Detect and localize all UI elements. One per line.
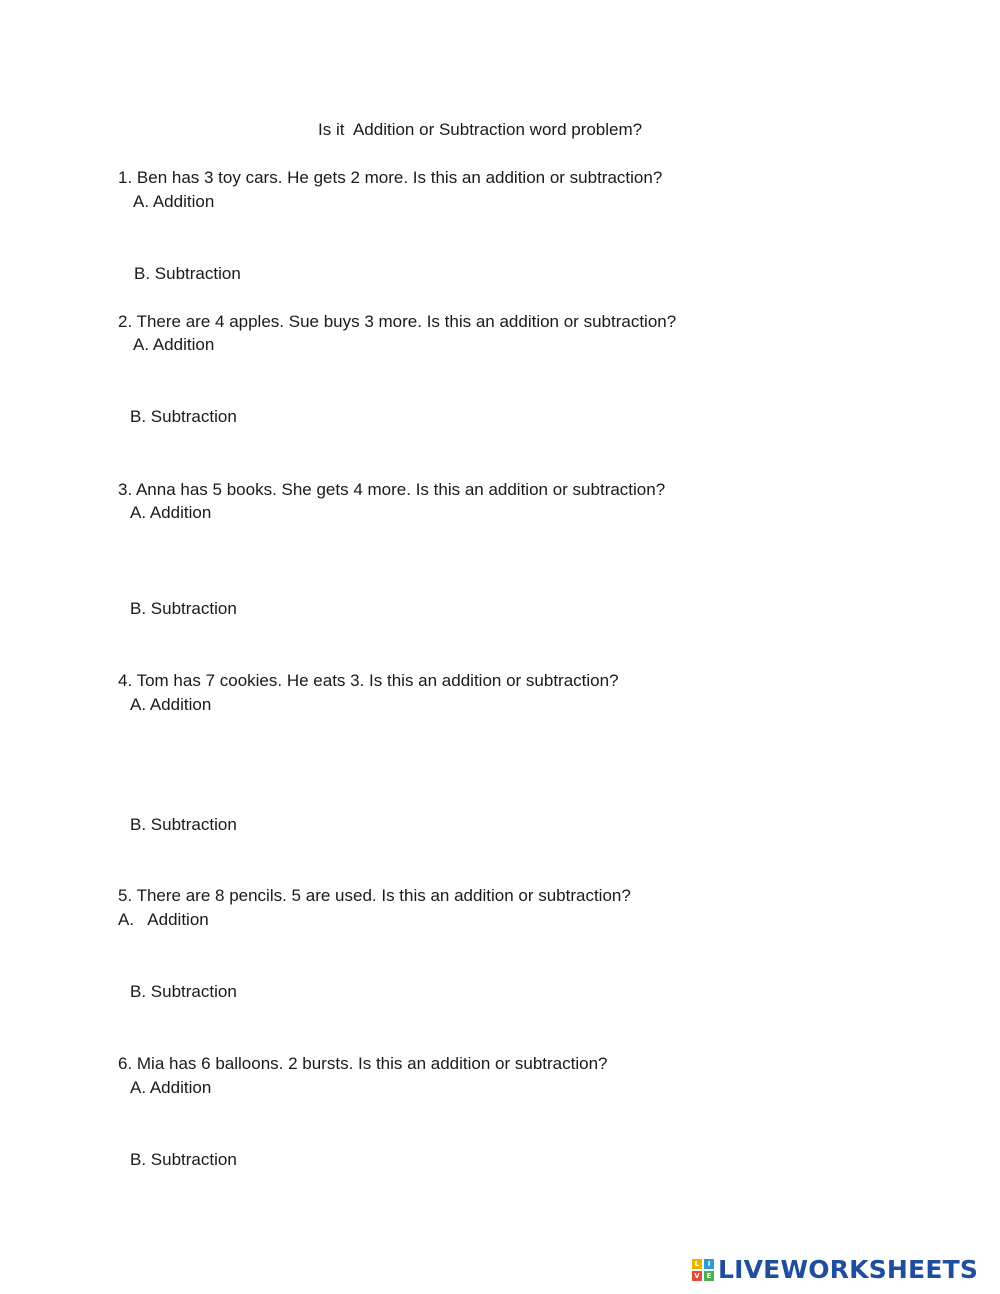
question-5-text: 5. There are 8 pencils. 5 are used. Is this an addition or subtraction?: [118, 886, 631, 905]
liveworksheets-logo-icon: [692, 1259, 714, 1281]
question-5-option-b[interactable]: B. Subtraction: [130, 982, 237, 1001]
question-4-option-b[interactable]: B. Subtraction: [130, 815, 237, 834]
question-3-option-b[interactable]: B. Subtraction: [130, 599, 237, 618]
question-4-option-a[interactable]: A. Addition: [130, 695, 212, 714]
logo-mark-tile: I: [704, 1259, 714, 1269]
worksheet-title: Is it Addition or Subtraction word problem?: [318, 120, 643, 139]
question-3-option-a[interactable]: A. Addition: [130, 503, 212, 522]
question-2-option-b[interactable]: B. Subtraction: [130, 407, 237, 426]
logo-mark-tile: V: [692, 1271, 702, 1281]
liveworksheets-logo-text: LIVEWORKSHEETS: [718, 1255, 979, 1284]
logo-mark-tile: L: [692, 1259, 702, 1269]
question-6-text: 6. Mia has 6 balloons. 2 bursts. Is this an addition or subtraction?: [118, 1054, 608, 1073]
question-2-option-a[interactable]: A. Addition: [133, 335, 215, 354]
question-6-option-b[interactable]: B. Subtraction: [130, 1150, 237, 1169]
question-6-option-a[interactable]: A. Addition: [130, 1078, 212, 1097]
question-4-text: 4. Tom has 7 cookies. He eats 3. Is this an addition or subtraction?: [118, 671, 619, 690]
question-1-text: 1. Ben has 3 toy cars. He gets 2 more. Is this an addition or subtraction?: [118, 168, 663, 187]
question-1-option-a[interactable]: A. Addition: [133, 192, 215, 211]
question-3-text: 3. Anna has 5 books. She gets 4 more. Is this an addition or subtraction?: [118, 480, 666, 499]
liveworksheets-logo: [692, 1256, 978, 1284]
question-2-text: 2. There are 4 apples. Sue buys 3 more. Is this an addition or subtraction?: [118, 312, 677, 331]
logo-mark-tile: E: [704, 1271, 714, 1281]
question-1-option-b[interactable]: B. Subtraction: [134, 264, 241, 283]
question-5-option-a[interactable]: A. Addition: [118, 910, 209, 929]
